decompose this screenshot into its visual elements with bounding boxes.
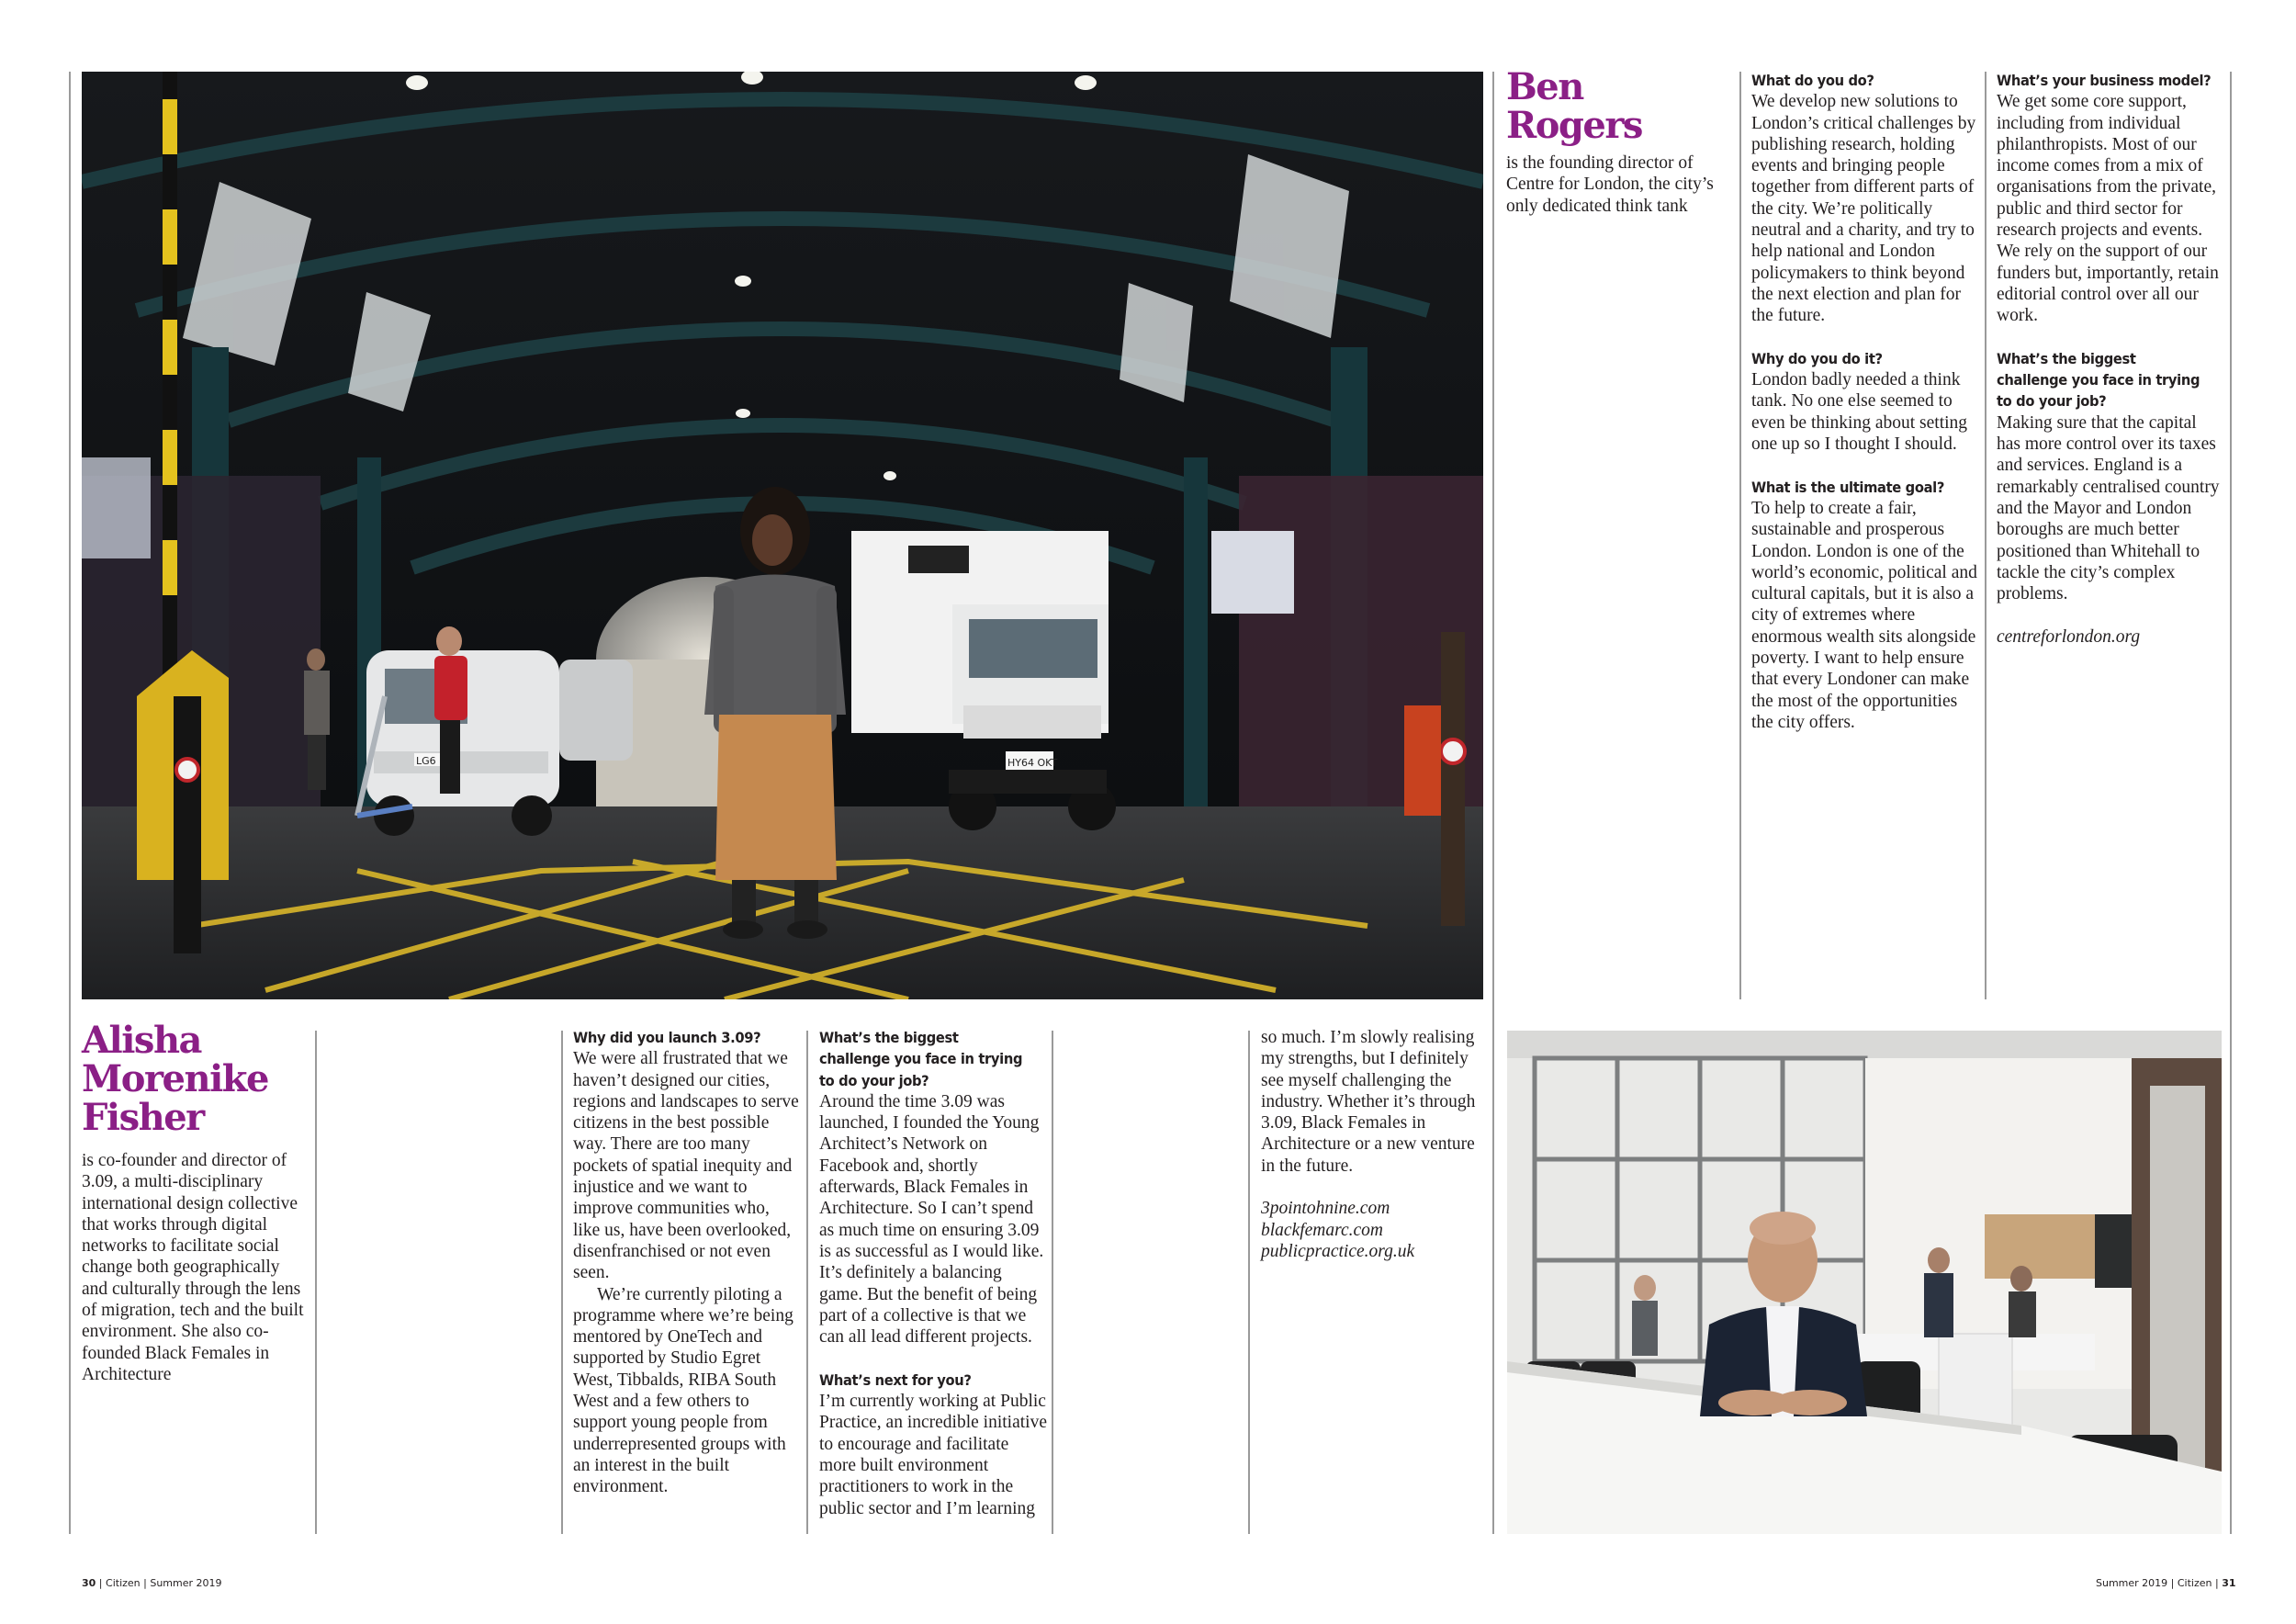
column-rule [1248,1031,1250,1534]
answer: Around the time 3.09 was launched, I founded the Young Architect’s Network on Facebook and, shortly afterwards, Black Females in Architecture. So I can’t spend as much time on ensuring 3.09 is as successful as I would like. It’s definitely a balancing game. But the benefit of being part of a collective is that we can all lead different projects. [819,1091,1044,1348]
question: What is the ultimate goal? [1751,478,1944,496]
market-hall-photo [82,72,1483,999]
question: What’s your business model? [1997,72,2212,89]
website-link[interactable]: 3pointohnine.com [1261,1199,1390,1219]
office-photo [1507,1031,2222,1534]
question: What do you do? [1751,72,1874,89]
article-column [1751,70,1977,733]
question: Why do you do it? [1751,349,1883,367]
website-link[interactable]: centreforlondon.org [1997,626,2141,647]
question: What’s the biggest challenge you face in trying to do your job? [1997,349,2200,411]
profile-intro: is co-founder and director of 3.09, a multi-disciplinary international design collective that works through digital networks to facilitate social change both geographically and culturally through the lens of migration, tech and the built environment. She also co-founded Black Females in Architecture [82,1151,304,1384]
column-rule [1739,72,1741,999]
answer: We develop new solutions to London’s critical challenges by publishing research, holding events and bringing people together from different parts of the city. We’re politically neutral and a charity, and try to help national and London policymakers to think beyond the next election and plan for the future. [1751,92,1976,326]
column-rule [315,1031,317,1534]
website-link[interactable]: blackfemarc.com [1261,1220,1384,1240]
folio-right: Summer 2019 | Citizen | 31 [2096,1577,2236,1589]
article-column [1997,70,2224,648]
svg-text:LG6: LG6 [416,755,436,767]
column-rule [806,1031,808,1534]
article-column [819,1027,1045,1519]
answer-continued: so much. I’m slowly realising my strengths, but I definitely see myself challenging the industry. Whether it’s through 3.09, Black Females in Architecture or a new venture in the future. [1261,1028,1476,1176]
column-rule [561,1031,563,1534]
answer: We’re currently piloting a programme where we’re being mentored by OneTech and supported by Studio Egret West, Tibbalds, RIBA South West and a few others to support young people from underrepresented groups with an interest in the built environment. [573,1284,793,1497]
profile-name: Alisha Morenike Fisher [82,1019,268,1139]
svg-text:HY64 OKT: HY64 OKT [1007,757,1058,769]
column-rule [1492,72,1494,1534]
question: What’s the biggest challenge you face in trying to do your job? [819,1029,1023,1089]
question: Why did you launch 3.09? [573,1029,761,1046]
answer: London badly needed a think tank. No one else seemed to even be thinking about setting one up so I thought I should. [1751,370,1968,455]
question: What’s next for you? [819,1370,972,1389]
answer: To help to create a fair, sustainable and prosperous London. London is one of the world’s economic, political and cultural capitals, but it is also a city of extremes where enormous wealth sits alongside poverty. I want to help ensure that every Londoner can make the most of the opportunities the city offers. [1751,498,1977,732]
profile-intro: is the founding director of Centre for London, the city’s only dedicated think tank [1506,153,1714,216]
profile-ben [1506,65,1727,217]
website-link[interactable]: publicpractice.org.uk [1261,1241,1415,1261]
answer: Making sure that the capital has more control over its taxes and services. England is a remarkably centralised country and the Mayor and London boroughs are much better positioned than Whitehall to tackle the city’s complex problems. [1997,412,2220,604]
article-column-continued-text [1261,1027,1487,1262]
profile-name: Ben Rogers [1506,65,1642,147]
answer: We were all frustrated that we haven’t designed our cities, regions and landscapes to serve citizens in the best possible way. There are too many pockets of spatial inequity and injustice and we want to improve communities who, like us, have been overlooked, disenfranchised or not even seen. [573,1049,799,1283]
column-rule [1985,72,1986,999]
article-column [573,1027,801,1498]
column-rule [2230,72,2232,1534]
profile-alisha [82,1021,306,1385]
answer: I’m currently working at Public Practice, an incredible initiative to encourage and facilitate more built environment practitioners to work in the public sector and I’m learning [819,1392,1047,1518]
column-rule [1052,1031,1053,1534]
answer: We get some core support, including from individual philanthropists. Most of our income comes from a mix of organisations from the private, public and third sector for research projects and events. We rely on the support of our funders but, importantly, retain editorial control over all our work. [1997,92,2219,326]
folio-left: 30 | Citizen | Summer 2019 [82,1577,222,1589]
column-rule [69,72,71,1534]
